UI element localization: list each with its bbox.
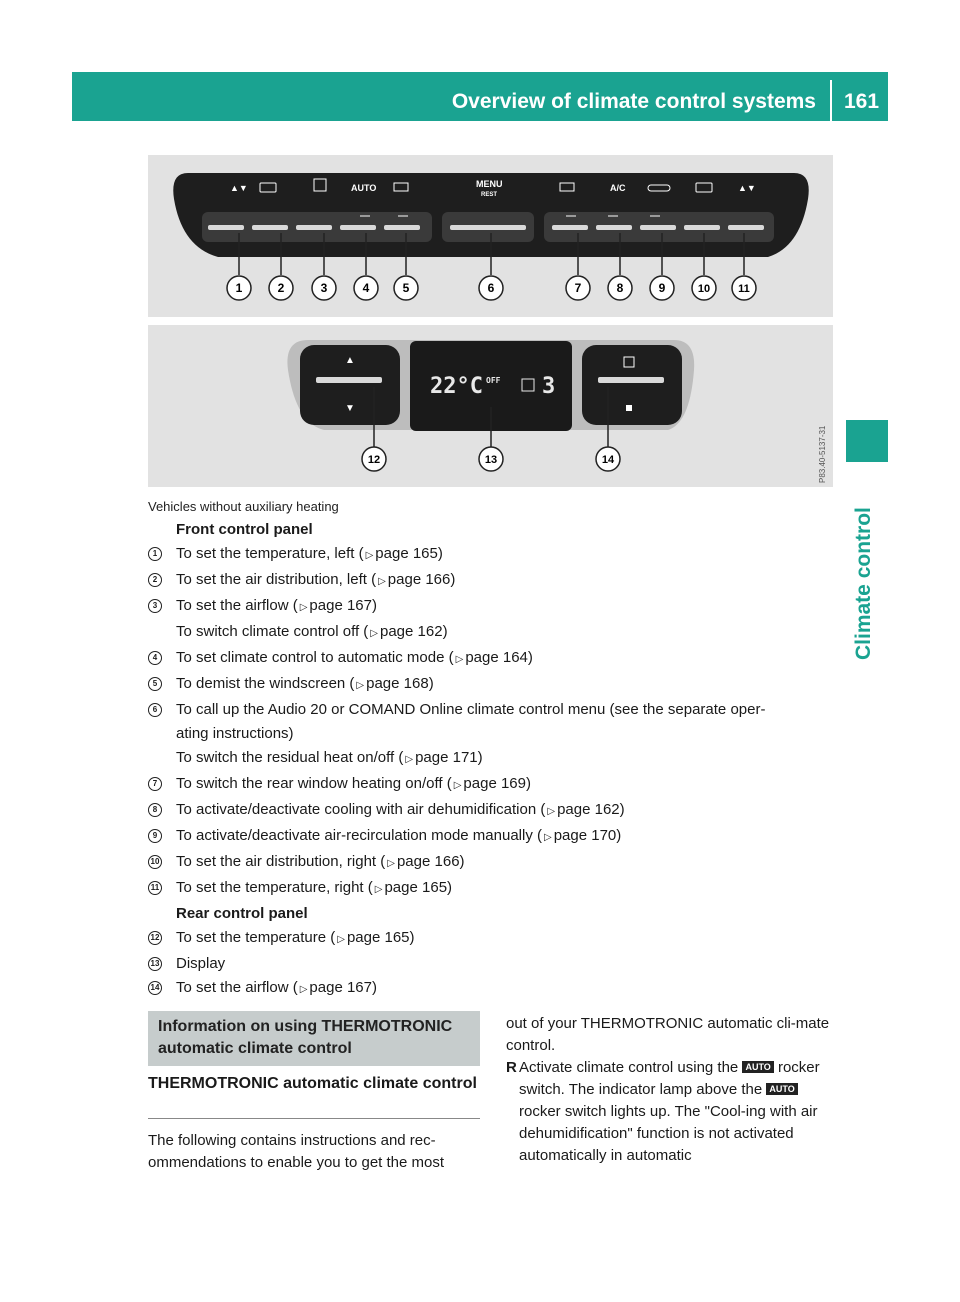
legend-item: 11 To set the temperature, right ( ▷ page 165) (148, 876, 838, 902)
front-label-temp-left: ▲▼ (230, 183, 248, 193)
page-title: Overview of climate control systems (451, 90, 816, 113)
info-box (148, 1011, 480, 1066)
body-right-text: out of your THERMOTRONIC automatic cli-mate control. (506, 1015, 830, 1054)
legend-item: 1 To set the temperature, left ( ▷ page 165) (148, 542, 838, 568)
rear-up-arrow-icon: ▲ (345, 355, 355, 366)
bullet-item (506, 1057, 836, 1167)
front-label-rest: REST (481, 192, 498, 198)
caption-note: Vehicles without auxiliary heating (148, 499, 339, 514)
image-code: P83.40-5137-31 (818, 425, 827, 483)
callout-8: 8 (616, 281, 624, 295)
body-left: The following contains instructions and rec-ommendations to enable you to get the most (148, 1132, 445, 1171)
legend-item-sub: To switch climate control off ( ▷ page 162) (176, 623, 448, 640)
side-tab: Climate control (852, 507, 875, 660)
climate-panel-figure (148, 155, 833, 487)
section-title: THERMOTRONIC automatic climate control (148, 1075, 477, 1092)
legend-item: 3 To set the airflow ( ▷ page 167) (148, 594, 838, 620)
page-number: 161 (844, 90, 880, 113)
rear-fan-small-icon (626, 405, 632, 411)
callout-2: 2 (277, 281, 285, 295)
legend (148, 518, 838, 1002)
bullet-text-2: rocker switch. The indicator lamp above the (519, 1059, 820, 1098)
front-label-menu: MENU (476, 179, 503, 189)
legend-item: 7 To switch the rear window heating on/off ( ▷ page 169) (148, 772, 838, 798)
auto-icon: AUTO (742, 1061, 773, 1073)
legend-heading-front: Front control panel (176, 521, 313, 538)
info-box-title: Information on using THERMOTRONIC automatic climate control (158, 1018, 453, 1057)
legend-item: 2 To set the air distribution, left ( ▷ page 166) (148, 568, 838, 594)
climate-panel-illustration (148, 155, 833, 487)
legend-item: 4 To set climate control to automatic mode ( ▷ page 164) (148, 646, 838, 672)
section-rule (148, 1118, 480, 1119)
callout-4: 4 (362, 281, 370, 295)
rear-left-rocker-highlight (316, 377, 382, 383)
display-temperature: 22°C (430, 374, 483, 399)
callout-10: 10 (697, 283, 711, 295)
bullet-text-3: rocker switch lights up. The "Cool-ing with air dehumidification" function is not activated automatically in automatic (519, 1103, 818, 1164)
side-block (846, 420, 888, 462)
rear-down-arrow-icon: ▼ (345, 403, 355, 414)
legend-item: 10 To set the air distribution, right ( ▷ page 166) (148, 850, 838, 876)
callout-14: 14 (601, 454, 615, 466)
callout-6: 6 (487, 281, 495, 295)
display-fan-level: 3 (542, 374, 556, 399)
legend-heading-rear: Rear control panel (176, 905, 308, 922)
legend-item-sub: To switch the residual heat on/off ( ▷ page 171) (176, 749, 483, 766)
bullet-marker: R (506, 1059, 517, 1076)
body-right (506, 1013, 836, 1167)
legend-item: 14 To set the airflow ( ▷ page 167) (148, 976, 838, 1002)
rear-right-rocker-highlight (598, 377, 664, 383)
callout-13: 13 (484, 454, 498, 466)
bullet-text-1: Activate climate control using the (519, 1059, 739, 1076)
header-bar (72, 72, 888, 121)
callout-9: 9 (658, 281, 666, 295)
callout-1: 1 (235, 281, 243, 295)
callout-12: 12 (367, 454, 381, 466)
front-label-auto: AUTO (351, 183, 377, 193)
header-divider (830, 80, 832, 121)
callout-11: 11 (738, 283, 750, 295)
auto-icon: AUTO (766, 1083, 797, 1095)
front-label-ac: A/C (610, 183, 626, 193)
legend-item: 6 To call up the Audio 20 or COMAND Online climate control menu (see the separate oper- (148, 698, 838, 722)
legend-item: 9 To activate/deactivate air-recirculation mode manually ( ▷ page 170) (148, 824, 838, 850)
legend-item: 13 Display (148, 952, 838, 976)
callout-5: 5 (402, 281, 410, 295)
legend-item: 12 To set the temperature ( ▷ page 165) (148, 926, 838, 952)
callout-3: 3 (320, 281, 328, 295)
legend-item: 5 To demist the windscreen ( ▷ page 168) (148, 672, 838, 698)
display-off: OFF (486, 376, 501, 385)
callout-7: 7 (574, 281, 582, 295)
legend-item: 8 To activate/deactivate cooling with air dehumidification ( ▷ page 162) (148, 798, 838, 824)
legend-item-cont: ating instructions) (176, 725, 294, 742)
front-label-temp-right: ▲▼ (738, 183, 756, 193)
